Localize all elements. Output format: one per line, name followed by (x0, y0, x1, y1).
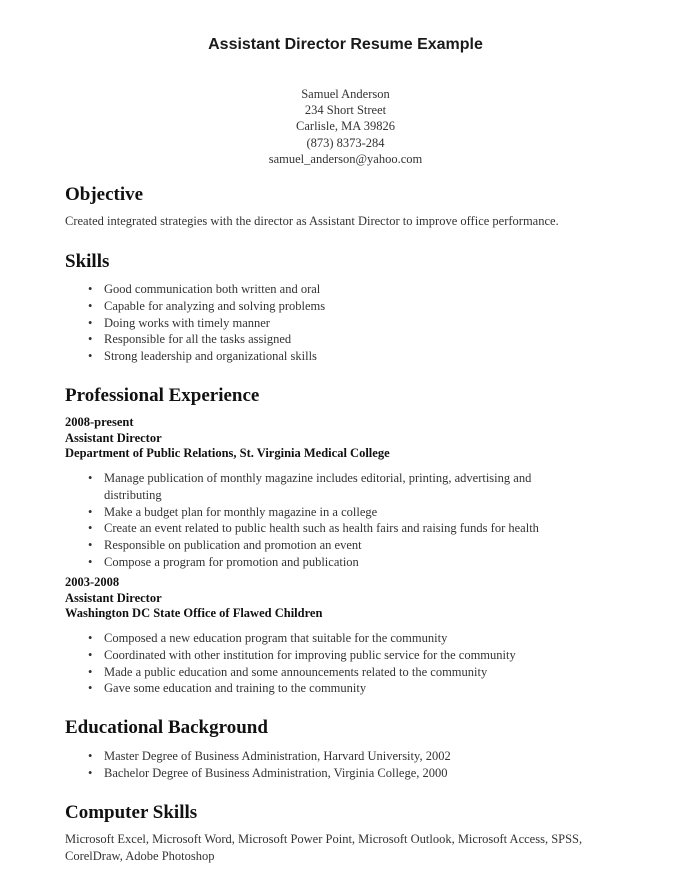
job-duties-list (88, 470, 539, 571)
list-item: • Strong leadership and organizational skills (88, 348, 325, 365)
list-item: • Make a budget plan for monthly magazine in a college (88, 504, 539, 521)
list-item: • Responsible on publication and promotion an event (88, 537, 539, 554)
objective-heading: Objective (65, 184, 144, 205)
skills-list (88, 281, 325, 365)
list-item: • Good communication both written and oral (88, 281, 325, 298)
skills-heading: Skills (65, 251, 110, 272)
job-role: Assistant Director (65, 590, 162, 605)
computer-skills-line: CorelDraw, Adobe Photoshop (65, 848, 215, 863)
objective-text: Created integrated strategies with the director as Assistant Director to improve office performance. (65, 214, 559, 228)
contact-city: Carlisle, MA 39826 (296, 119, 395, 134)
job-header (65, 415, 390, 462)
contact-name: Samuel Anderson (301, 87, 390, 101)
list-item: • Bachelor Degree of Business Administration, Virginia College, 2000 (88, 765, 451, 782)
document-title: Assistant Director Resume Example (208, 36, 483, 53)
list-item: • Master Degree of Business Administration, Harvard University, 2002 (88, 748, 451, 765)
list-item: • Create an event related to public health such as health fairs and raising funds for health (88, 520, 539, 537)
list-item-continuation: distributing (104, 487, 162, 502)
job-organization: Department of Public Relations, St. Virginia Medical College (65, 446, 390, 460)
list-item: • Compose a program for promotion and publication (88, 554, 539, 571)
list-item: • Composed a new education program that suitable for the community (88, 630, 516, 647)
list-item: • Capable for analyzing and solving problems (88, 298, 325, 315)
computer-skills-heading: Computer Skills (65, 802, 198, 823)
experience-heading: Professional Experience (65, 385, 260, 406)
list-item: • Manage publication of monthly magazine includes editorial, printing, advertising and (88, 470, 539, 487)
education-list (88, 748, 451, 782)
job-period: 2008-present (65, 415, 134, 429)
computer-skills-line: Microsoft Excel, Microsoft Word, Microsoft Power Point, Microsoft Outlook, Microsoft Access, SPSS, (65, 832, 583, 846)
computer-skills-text (65, 831, 582, 864)
job-duties-list (88, 630, 516, 697)
list-item: • Doing works with timely manner (88, 315, 325, 332)
contact-email: samuel_anderson@yahoo.com (268, 151, 423, 166)
contact-block (0, 86, 691, 167)
contact-phone: (873) 8373-284 (306, 135, 385, 150)
education-heading: Educational Background (65, 717, 268, 738)
job-role: Assistant Director (65, 430, 162, 445)
job-organization: Washington DC State Office of Flawed Children (65, 606, 323, 620)
list-item: • Coordinated with other institution for improving public service for the community (88, 647, 516, 664)
list-item: • Gave some education and training to the community (88, 680, 516, 697)
list-item: • Made a public education and some announcements related to the community (88, 664, 516, 681)
job-period: 2003-2008 (65, 575, 120, 589)
list-item: • Responsible for all the tasks assigned (88, 331, 325, 348)
contact-street: 234 Short Street (304, 103, 387, 118)
job-header (65, 575, 322, 622)
